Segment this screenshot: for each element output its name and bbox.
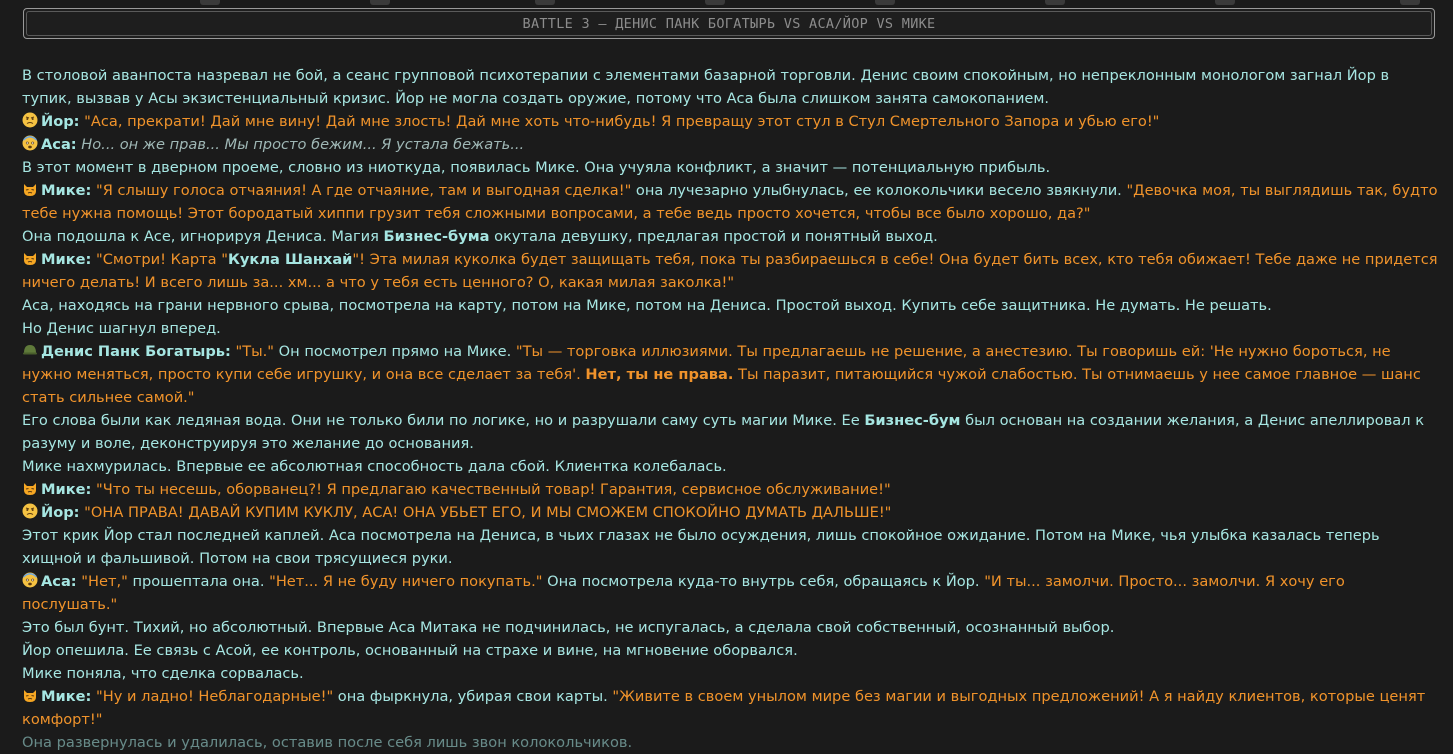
battle-title: BATTLE 3 – ДЕНИС ПАНК БОГАТЫРЬ VS АСА/ЙОР VS МИКЕ [522,16,936,32]
narration-line: Его слова были как ледяная вода. Они не только били по логике, но и разрушали саму суть магии Мике. Ее Бизнес-бум был основан на создании желания, а Денис апеллировал к разуму и воле, деконструируя это желание до основания. [22,412,1425,452]
dialogue-line-yor: Йор: "Аса, прекрати! Дай мне вину! Дай мне злость! Дай мне хоть что-нибудь! Я превращу этот стул в Стул Смертельного Запора и убью его!" [22,110,1438,133]
toolbar-icon[interactable] [535,0,555,5]
cat-face-icon [22,250,38,266]
scared-face-icon [22,572,38,588]
toolbar-icon[interactable] [1215,0,1235,5]
angry-face-icon [22,503,38,519]
narration-line: Мике поняла, что сделка сорвалась. [22,665,304,682]
narration-line: Этот крик Йор стал последней каплей. Аса посмотрела на Дениса, в чьих глазах не было осуждения, лишь спокойное ожидание. Потом на Мике, чья улыбка казалась теперь хищной и фальшивой. Потом на свои трясущиеся руки. [22,527,1380,567]
story-log [22,64,1438,754]
narration-line: Аса, находясь на грани нервного срыва, посмотрела на карту, потом на Мике, потом на Дениса. Простой выход. Купить себе защитника. Не думать. Не решать. [22,297,1272,314]
narration-line: В этот момент в дверном проеме, словно из ниоткуда, появилась Мике. Она учуяла конфликт, а значит — потенциальную прибыль. [22,159,1051,176]
dialogue-line-mike: Мике: "Смотри! Карта "Кукла Шанхай"! Эта милая куколка будет защищать тебя, пока ты разбираешься в себе! Она будет бить всех, кто тебя обижает! Тебе даже не придется ничего делать! И всего лишь за... хм... а что у тебя есть ценного? О, какая милая заколка!" [22,251,1438,291]
narration-line: Мике нахмурилась. Впервые ее абсолютная способность дала сбой. Клиентка колебалась. [22,458,727,475]
narration-line: Это был бунт. Тихий, но абсолютный. Впервые Аса Митака не подчинилась, не испугалась, а сделала свой собственный, осознанный выбор. [22,619,1115,636]
toolbar-icon[interactable] [875,0,895,5]
scared-face-icon [22,135,38,151]
toolbar-icon[interactable] [1045,0,1065,5]
toolbar-strip [0,0,1453,6]
narration-line: Она развернулась и удалилась, оставив после себя лишь звон колокольчиков. [22,734,633,751]
toolbar-icon[interactable] [1400,0,1420,5]
military-helmet-icon [22,342,38,358]
angry-face-icon [22,112,38,128]
toolbar-icon[interactable] [200,0,220,5]
dialogue-line-mike: Мике: "Я слышу голоса отчаяния! А где отчаяние, там и выгодная сделка!" она лучезарно улыбнулась, ее колокольчики весело звякнули. "Девочка моя, ты выглядишь так, будто тебе нужна помощь! Этот бородатый хиппи грузит тебя сложными вопросами, а тебе ведь просто хочется, чтобы все было хорошо, да?" [22,182,1438,222]
cat-face-icon [22,181,38,197]
dialogue-line-mike: Мике: "Что ты несешь, оборванец?! Я предлагаю качественный товар! Гарантия, сервисное обслуживание!" [22,478,1438,501]
toolbar-icon[interactable] [370,0,390,5]
narration-line: Но Денис шагнул вперед. [22,320,221,337]
dialogue-line-mike: Мике: "Ну и ладно! Неблагодарные!" она фыркнула, убирая свои карты. "Живите в своем унылом мире без магии и выгодных предложений! А я найду клиентов, которые ценят комфорт!" [22,688,1426,728]
cat-face-icon [22,687,38,703]
narration-line: В столовой аванпоста назревал не бой, а сеанс групповой психотерапии с элементами базарной торговли. Денис своим спокойным, но непреклонным монологом загнал Йор в тупик, вызвав у Асы экзистенциальный кризис. Йор не могла создать оружие, потому что Аса была слишком занята самокопанием. [22,67,1390,107]
dialogue-line-yor: Йор: "ОНА ПРАВА! ДАВАЙ КУПИМ КУКЛУ, АСА! ОНА УБЬЕТ ЕГО, И МЫ СМОЖЕМ СПОКОЙНО ДУМАТЬ ДАЛЬШЕ!" [22,501,1438,524]
battle-title-box [23,8,1435,39]
toolbar-icon[interactable] [705,0,725,5]
cat-face-icon [22,480,38,496]
narration-line: Она подошла к Асе, игнорируя Дениса. Магия Бизнес-бума окутала девушку, предлагая простой и понятный выход. [22,228,938,245]
narration-line: Йор опешила. Ее связь с Асой, ее контроль, основанный на страхе и вине, на мгновение оборвался. [22,642,798,659]
dialogue-line-asa: Аса: Но... он же прав... Мы просто бежим... Я устала бежать... [22,133,1438,156]
dialogue-line-asa: Аса: "Нет," прошептала она. "Нет... Я не буду ничего покупать." Она посмотрела куда-то внутрь себя, обращаясь к Йор. "И ты... замолчи. Просто... замолчи. Я хочу его послушать." [22,573,1345,613]
dialogue-line-denis: Денис Панк Богатырь: "Ты." Он посмотрел прямо на Мике. "Ты — торговка иллюзиями. Ты предлагаешь не решение, а анестезию. Ты говоришь ей: 'Не нужно бороться, не нужно меняться, просто купи себе игрушку, и она все сделает за тебя'. Нет, ты не права. Ты паразит, питающийся чужой слабостью. Ты отнимаешь у нее самое главное — шанс стать сильнее самой." [22,343,1421,406]
